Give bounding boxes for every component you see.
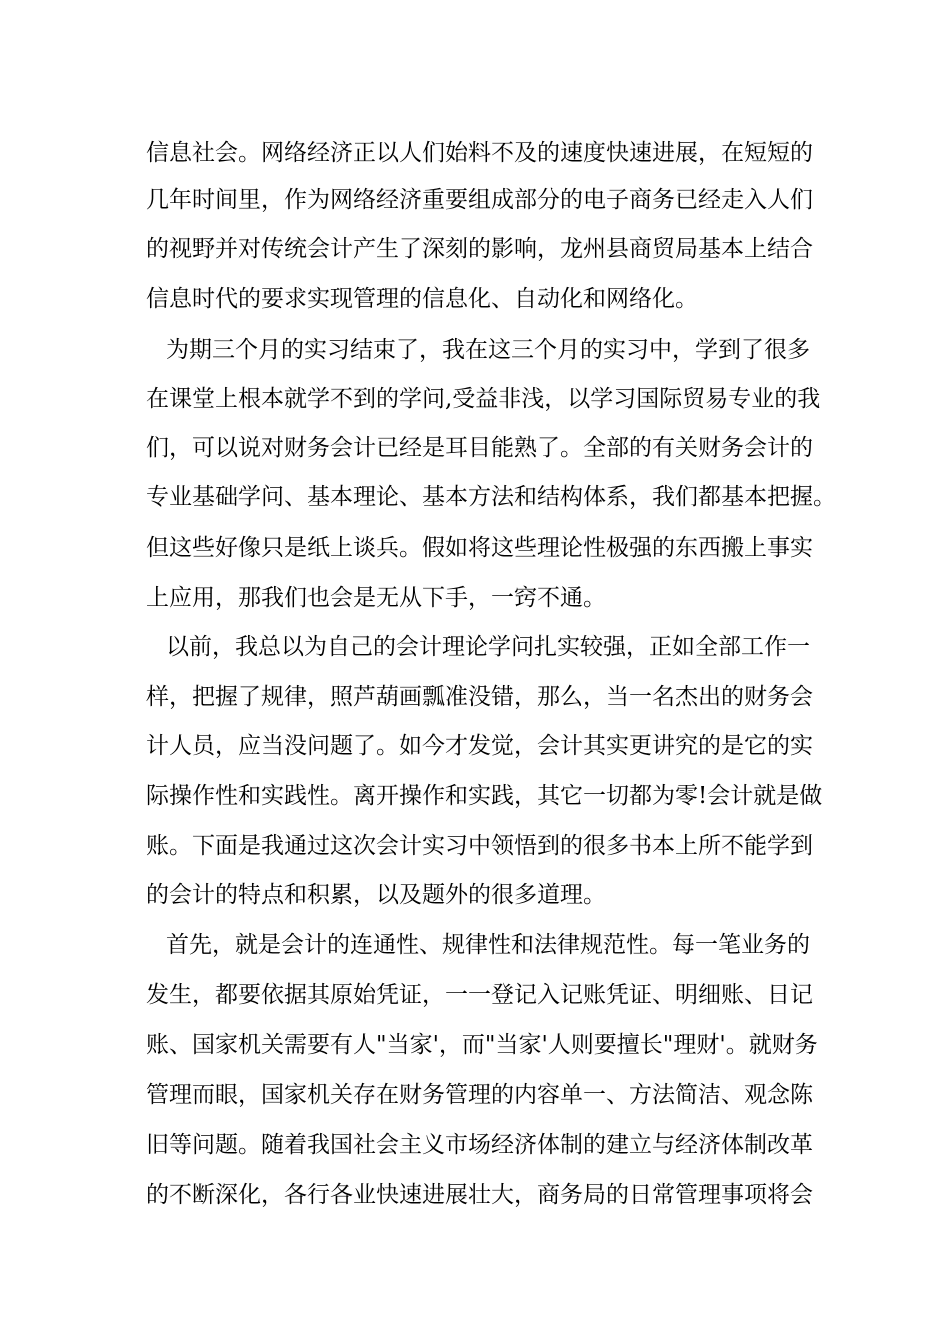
text-line: 计人员，应当没问题了。如今才发觉，会计其实更讲究的是它的实 — [146, 733, 813, 759]
text-line: 的会计的特点和积累，以及题外的很多道理。 — [146, 882, 606, 908]
text-line: 首先，就是会计的连通性、规律性和法律规范性。每一笔业务的 — [166, 932, 810, 958]
text-line: 但这些好像只是纸上谈兵。假如将这些理论性极强的东西搬上事实 — [146, 535, 813, 561]
text-line: 们，可以说对财务会计已经是耳目能熟了。全部的有关财务会计的 — [146, 435, 813, 461]
text-line: 信息时代的要求实现管理的信息化、自动化和网络化。 — [146, 286, 698, 312]
text-line: 样，把握了规律，照芦葫画瓢准没错，那么，当一名杰出的财务会 — [146, 684, 813, 710]
text-line: 际操作性和实践性。离开操作和实践，其它一切都为零!会计就是做 — [146, 783, 823, 809]
text-line: 发生，都要依据其原始凭证，一一登记入记账凭证、明细账、日记 — [146, 982, 813, 1008]
text-line: 的视野并对传统会计产生了深刻的影响，龙州县商贸局基本上结合 — [146, 236, 813, 262]
text-line: 账、国家机关需要有人"当家'，而"当家'人则要擅长"理财'。就财务 — [146, 1032, 818, 1058]
text-line: 以前，我总以为自己的会计理论学问扎实较强，正如全部工作一 — [166, 634, 810, 660]
text-line: 为期三个月的实习结束了，我在这三个月的实习中，学到了很多 — [166, 337, 810, 363]
text-line: 旧等问题。随着我国社会主义市场经济体制的建立与经济体制改革 — [146, 1132, 813, 1158]
text-line: 的不断深化，各行各业快速进展壮大，商务局的日常管理事项将会 — [146, 1182, 813, 1208]
text-line: 上应用，那我们也会是无从下手，一窍不通。 — [146, 585, 606, 611]
text-line: 管理而眼，国家机关存在财务管理的内容单一、方法简洁、观念陈 — [146, 1082, 813, 1108]
text-line: 账。下面是我通过这次会计实习中领悟到的很多书本上所不能学到 — [146, 833, 813, 859]
text-line: 在课堂上根本就学不到的学问,受益非浅，以学习国际贸易专业的我 — [146, 386, 821, 412]
text-line: 几年时间里，作为网络经济重要组成部分的电子商务已经走入人们 — [146, 187, 813, 213]
text-line: 信息社会。网络经济正以人们始料不及的速度快速进展，在短短的 — [146, 140, 813, 166]
text-line: 专业基础学问、基本理论、基本方法和结构体系，我们都基本把握。 — [146, 484, 836, 510]
